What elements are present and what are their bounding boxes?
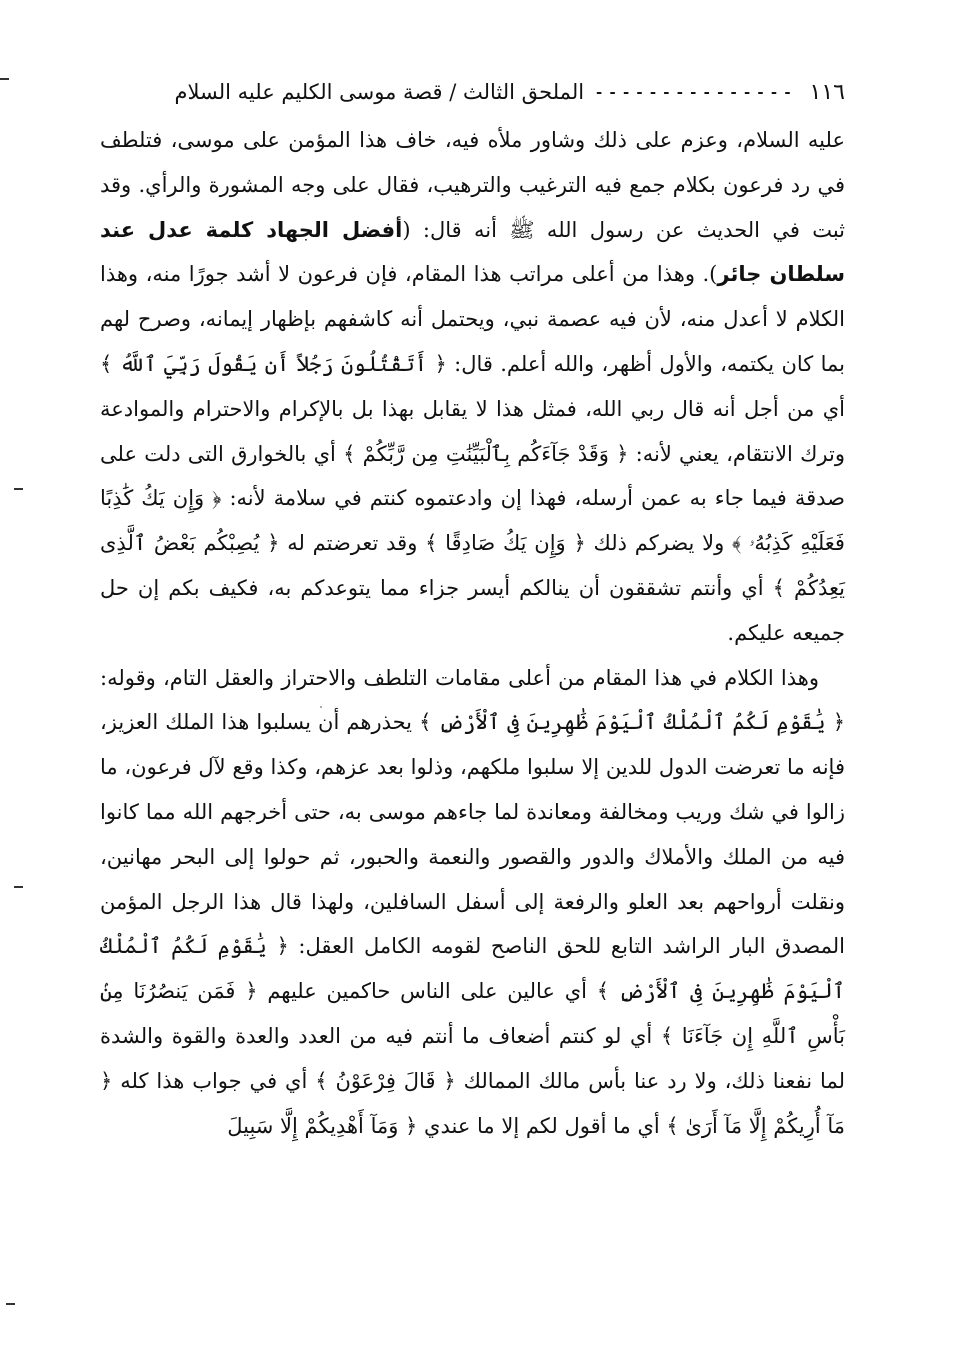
margin-mark xyxy=(14,488,23,490)
text-run: أي وأنتم تشققون أن ينالكم أيسر جزاء مما يتوعدكم به، فكيف بكم إن حل جميعه عليكم. xyxy=(100,575,845,645)
body-text xyxy=(100,118,845,1148)
quran-verse: ﴿ مَآ أُرِيكُمْ إِلَّا مَآ أَرَىٰ ﴾ xyxy=(100,1068,845,1138)
margin-mark xyxy=(14,886,23,888)
text-run: عليه السلام، وعزم على ذلك وشاور ملأه فيه، خاف هذا المؤمن على موسى، فتلطف في رد فرعون بكلام جمع فيه الترغيب والترهيب، فقال على وجه المشورة والرأي. وقد ثبت في الحديث عن رسول الله ﷺ أنه قال: ( xyxy=(100,128,845,242)
margin-mark xyxy=(6,1303,15,1305)
quran-verse: ﴿ يُصِبْكُم بَعْضُ ٱلَّذِى يَعِدُكُمْ ﴾ xyxy=(100,531,845,600)
running-title: الملحق الثالث / قصة موسى الكليم عليه السلام xyxy=(174,80,585,104)
text-run: أي في جواب هذا كله xyxy=(112,1068,316,1093)
text-run: أي لو كنتم أضعاف ما أنتم فيه من العدد والعدة والقوة والشدة لما نفعنا ذلك، ولا رد عنا بأس مالك الممالك xyxy=(100,1023,845,1093)
text-run: أي ما أقول لكم إلا ما عندي xyxy=(417,1113,667,1138)
page-header xyxy=(100,70,845,114)
quran-verse: ﴿ أَتَقْتُلُونَ رَجُلاً أَن يَقُولَ رَبِّيَ ٱللَّهُ ﴾ xyxy=(100,351,447,376)
quran-verse: ﴿ يَٰقَوْمِ لَكُمُ ٱلْمُلْكُ ٱلْيَوْمَ ظَٰهِرِينَ فِى ٱلْأَرْضِ ﴾ xyxy=(100,934,845,1004)
text-run: وقد تعرضتم له xyxy=(279,531,426,556)
paragraph xyxy=(100,656,845,1149)
text-run: أي بالخوارق التى دلت على صدقة فيما جاء به عمن أرسله، فهذا إن وادعتموه كنتم في سلامة لأنه: xyxy=(100,441,845,511)
quran-verse: ﴿ قَالَ فِرْعَوْنُ ﴾ xyxy=(315,1068,456,1093)
margin-mark xyxy=(0,78,9,80)
page-number: ١١٦ xyxy=(809,79,845,105)
quran-verse: ﴿ يَٰقَوْمِ لَكُمُ ٱلْمُلْكُ ٱلْيَوْمَ ظَٰهِرِينَ فِى ٱلْأَرْضِ ﴾ xyxy=(419,710,846,735)
text-run: أي عالين على الناس حاكمين عليهم xyxy=(257,979,597,1004)
paragraph xyxy=(100,118,845,656)
quran-verse: ﴿ وَمَآ أَهْدِيكُمْ إِلَّا سَبِيلَ xyxy=(227,1113,418,1138)
hadith-quote: أفضل الجهاد كلمة عدل عند سلطان جائر xyxy=(100,217,846,287)
quran-verse: ﴿ وَقَدْ جَآءَكُم بِٱلْبَيِّنَٰتِ مِن رَّبِّكُمْ ﴾ xyxy=(343,441,629,466)
text-run: أي من أجل أنه قال ربي الله، فمثل هذا لا يقابل بهذا بل بالإكرام والاحترام والموادعة وترك الانتقام، يعني لأنه: xyxy=(100,396,845,466)
text-run: ). وهذا من أعلى مراتب هذا المقام، فإن فرعون لا أشد جورًا منه، وهذا الكلام لا أعدل منه، لأن فيه عصمة نبي، ويحتمل أنه كاشفهم بإظهار إيمانه، وصرح لهم بما كان يكتمه، والأول أظهر، والله أعلم. قال: xyxy=(100,262,845,376)
text-run: ولا يضركم ذلك xyxy=(585,531,733,556)
quran-verse: ﴿ فَمَن يَنصُرُنَا مِنۢ بَأْسِ ٱللَّهِ إِن جَآءَنَا ﴾ xyxy=(100,979,845,1048)
text-run: وهذا الكلام في هذا المقام من أعلى مقامات التلطف والاحتراز والعقل التام، وقوله: xyxy=(100,665,819,690)
header-dashes: - - - - - - - - - - - - - - - xyxy=(596,83,792,101)
quran-verse: ﴿ وَإِن يَكُ صَادِقًا ﴾ xyxy=(425,531,586,556)
quran-verse: ﴿ وَإِن يَكُ كَٰذِبًا فَعَلَيْهِ كَذِبُهُۥ ﴾ xyxy=(100,486,845,556)
text-run: يحذرهم أن يسلبوا هذا الملك العزيز، فإنه ما تعرضت الدول للدين إلا سلبوا ملكهم، وذلوا بعد عزهم، وكذا وقع لآل فرعون، ما زالوا في شك وريب ومخالفة ومعاندة لما جاءهم موسى به، حتى أخرجهم الله مما كانوا فيه من الملك والأملاك والدور والقصور والنعمة والحبور، ثم حولوا إلى البحر مهانين، ونقلت أرواحهم بعد العلو والرفعة إلى أسفل السافلين، ولهذا قال هذا الرجل المؤمن المصدق البار الراشد التابع للحق الناصح لقومه الكامل العقل: xyxy=(100,710,845,959)
